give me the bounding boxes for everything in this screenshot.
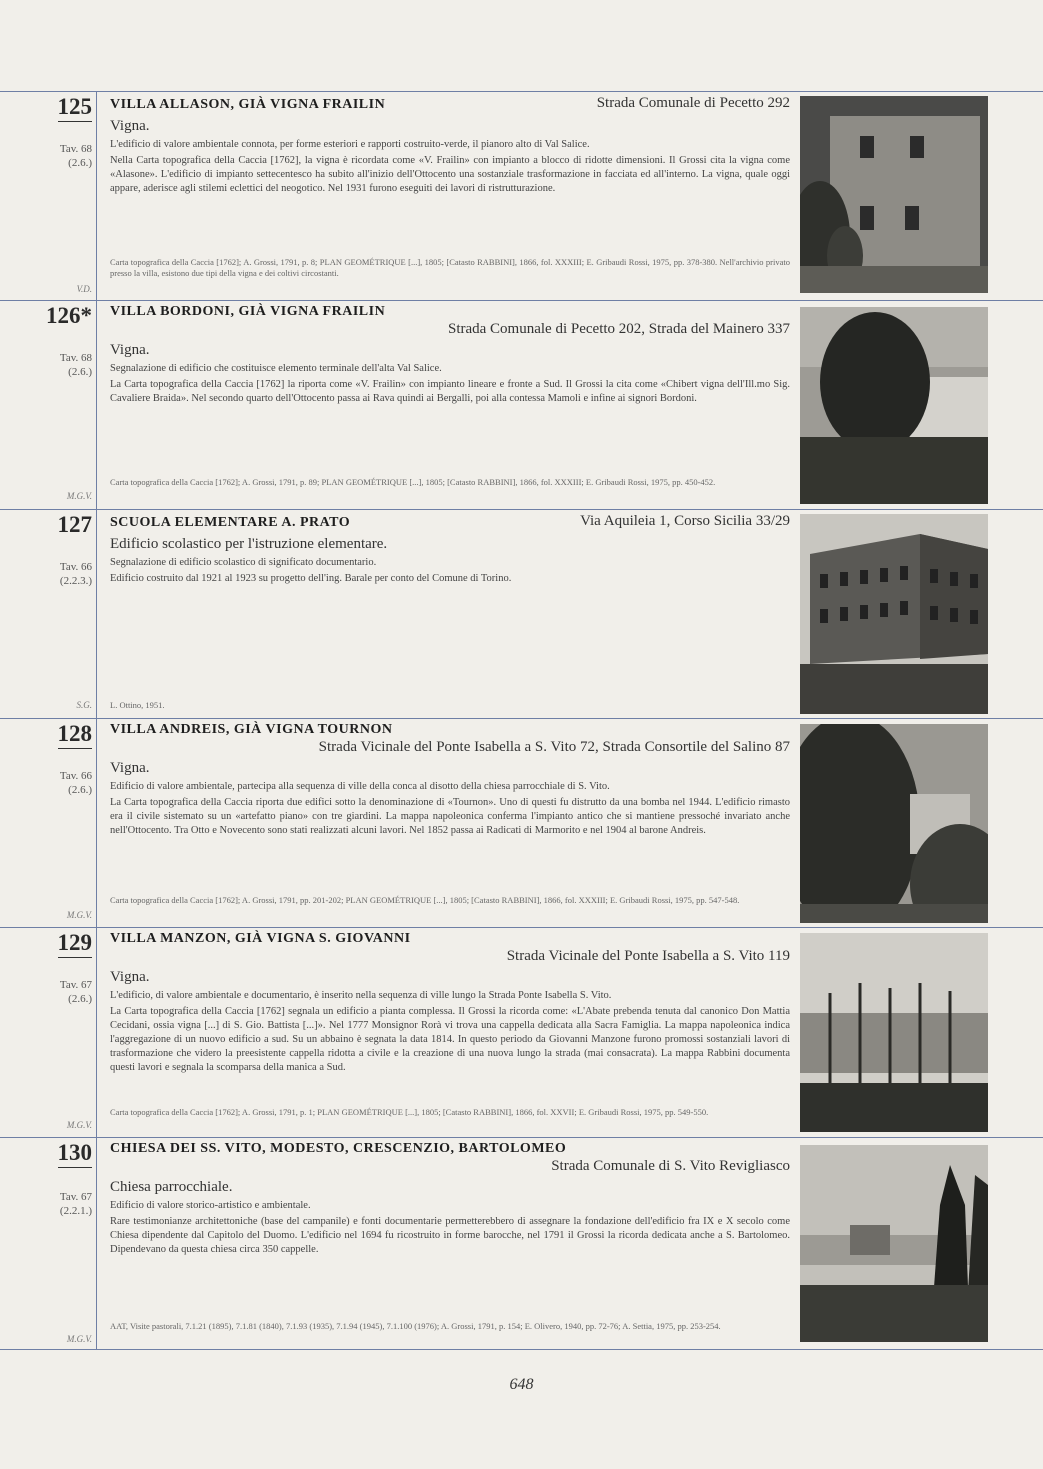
entry-references: L. Ottino, 1951. — [110, 700, 165, 710]
building-photo — [800, 1145, 988, 1342]
entry-number: 130 — [58, 1140, 93, 1168]
entry-content — [110, 304, 790, 406]
entry-address: Strada Comunale di Pecetto 202, Strada del Mainero 337 — [447, 321, 790, 337]
tav-ref — [20, 769, 92, 797]
tav-ref — [20, 560, 92, 588]
entry-address: Strada Comunale di Pecetto 292 — [596, 95, 790, 111]
tav-label: Tav. 66 — [59, 561, 92, 573]
entry-title: CHIESA DEI SS. VITO, MODESTO, CRESCENZIO, BARTOLOMEO — [110, 1141, 567, 1156]
entry-number: 128 — [58, 721, 93, 749]
entry-description-1: Edificio di valore ambientale, partecipa alla sequenza di ville della conca al disotto della chiesa parrocchiale di S. Vito. — [110, 781, 610, 792]
entry-126 — [0, 301, 1043, 510]
column-divider — [96, 928, 97, 1138]
entry-content — [110, 95, 790, 196]
entry-title: VILLA ANDREIS, GIÀ VIGNA TOURNON — [110, 722, 393, 737]
entry-title: VILLA MANZON, GIÀ VIGNA S. GIOVANNI — [110, 931, 411, 946]
entry-number-wrap — [40, 1140, 92, 1168]
entry-type: Vigna. — [110, 969, 150, 985]
entry-references: AAT, Visite pastorali, 7.1.21 (1895), 7.1.81 (1840), 7.1.93 (1935), 7.1.94 (1945), 7.1.100 (1976); A. Grossi, 1791, p. 154; E. Olivero, 1940, pp. 72-76; A. Settia, 1975, pp. 253-254. — [110, 1321, 721, 1331]
entry-type: Vigna. — [110, 342, 150, 358]
tav-label: Tav. 68 — [59, 143, 92, 155]
tav-label: Tav. 67 — [59, 1191, 92, 1203]
tav-label: Tav. 67 — [59, 979, 92, 991]
entry-description-1: L'edificio di valore ambientale connota, per forme esteriori e rapporti costruito-verde, il pianoro alto di Val Salice. — [110, 139, 590, 150]
tav-ref — [20, 351, 92, 379]
building-photo — [800, 307, 988, 504]
entry-type: Vigna. — [110, 118, 150, 134]
entry-references: Carta topografica della Caccia [1762]; A. Grossi, 1791, p. 8; PLAN GEOMÉTRIQUE [...], 1805; [Catasto RABBINI], 1866, fol. XXXIII; E. Gribaudi Rossi, 1975, pp. 378-380. Nell'archivio privato presso la villa, esistono due tipi della vigna e dei coltivi circostanti. — [110, 257, 790, 278]
entry-description-1: Segnalazione di edificio che costituisce elemento terminale dell'alta Val Salice. — [110, 363, 442, 374]
entry-description-2: La Carta topografica della Caccia riporta due edifici sotto la denominazione di «Tournon». Uno di questi fu distrutto da una bomba nel 1944. L'edificio rimasto era il civile sistemato su un «artefatto piano» con tre giardini. La mappa napoleonica conferma l'impianto antico che si mantiene pressoché invariato anche nell'Ottocento. Tra Otto e Novecento sono stati realizzati alcuni lavori. Nel 1852 passa ai Radicati di Marmorito e nel 1904 al barone Andreis. — [110, 797, 790, 836]
entry-description-1: L'edificio, di valore ambientale e documentario, è inserito nella sequenza di ville lungo la Strada Ponte Isabella S. Vito. — [110, 990, 612, 1001]
entry-address: Strada Vicinale del Ponte Isabella a S. Vito 119 — [506, 948, 790, 964]
entry-address: Via Aquileia 1, Corso Sicilia 33/29 — [580, 513, 790, 529]
tav-label: Tav. 66 — [59, 770, 92, 782]
author-initials: M.G.V. — [66, 1334, 92, 1344]
column-divider — [96, 719, 97, 928]
building-photo — [800, 933, 988, 1132]
entry-130 — [0, 1138, 1043, 1350]
classification-code: (2.6.) — [68, 366, 92, 378]
author-initials: M.G.V. — [66, 1120, 92, 1130]
classification-code: (2.6.) — [68, 993, 92, 1005]
entry-129 — [0, 928, 1043, 1138]
entry-description-2: Rare testimonianze architettoniche (base del campanile) e fonti documentarie permetterebbero di assegnare la fondazione dell'edificio fra IX e X secolo come Chiesa dipendente dal Capitolo del Duomo. L'edificio nel 1694 fu ricostruito in forme barocche, nel 1791 il Grossi la ricorda dedicata anche a S. Bartolomeo. Dipendevano da questa chiesa circa 350 cappelle. — [110, 1216, 790, 1255]
page-number: 648 — [509, 1376, 534, 1393]
entry-127 — [0, 510, 1043, 719]
entry-type: Edificio scolastico per l'istruzione elementare. — [110, 536, 388, 552]
entry-content — [110, 931, 790, 1075]
entry-number: 127 — [57, 512, 92, 537]
building-photo — [800, 724, 988, 923]
entry-description-2: La Carta topografica della Caccia [1762] segnala un edificio a pianta complessa. Il Grossi la ricorda come: «L'Abate prebenda tenuta dal canonico Don Mattia Cecidani, ossia vigna [...] di S. Gio. Battista [...]». Nel 1777 Monsignor Rorà vi trova una cappella dedicata alla Sacra Famiglia. La mappa napoleonica indica l'aggregazione di un nuovo edificio a sud. Su un abbaino è segnata la data 1814. In questo periodo da Giovanni Manzone furono promossi sostanziali lavori di trasformazione che videro la preesistente cappella ridotta a civile e la creazione di una nuova lungo la strada (mai consacrata). La mappa Rabbini documenta questi lavori e segnala la scomparsa della manica a Sud. — [110, 1006, 790, 1073]
entry-description-2: Edificio costruito dal 1921 al 1923 su progetto dell'ing. Barale per conto del Comune di Torino. — [110, 573, 512, 584]
entry-address: Strada Comunale di S. Vito Revigliasco — [551, 1158, 790, 1174]
building-photo — [800, 514, 988, 714]
tav-ref — [20, 1190, 92, 1218]
entry-title: SCUOLA ELEMENTARE A. PRATO — [110, 515, 351, 530]
entry-number: 126* — [46, 303, 92, 328]
tav-ref — [20, 978, 92, 1006]
entry-description-2: La Carta topografica della Caccia [1762] la riporta come «V. Frailin» con impianto lineare e fronte a Sud. Il Grossi la cita come «Chibert vigna dell'Ill.mo Sig. Cavaliere Braida». Nel secondo quarto dell'Ottocento passa ai Rava quindi ai Bergalli, poi alla contessa Mamoli e infine ai signori Bordoni. — [110, 379, 790, 404]
entry-description-2: Nella Carta topografica della Caccia [1762], la vigna è ricordata come «V. Frailin» con impianto a blocco di ridotte dimensioni. Il Grossi cita la vigna come «Alasone». L'edificio di impianto settecentesco ha subito all'inizio dell'Ottocento una sostanziale trasformazione in facciata ed all'interno. La vigna, quale oggi appare, aderisce agli stilemi eclettici del neogotico. Nel 1931 furono eseguiti dei lavori di ristrutturazione. — [110, 155, 790, 194]
entry-number-wrap — [40, 930, 92, 958]
entry-content — [110, 722, 790, 838]
entry-references: Carta topografica della Caccia [1762]; A. Grossi, 1791, p. 89; PLAN GEOMÉTRIQUE [...], 1805; [Catasto RABBINI], 1866, fol. XXXIII; E. Gribaudi Rossi, 1975, pp. 450-452. — [110, 477, 716, 487]
entry-type: Chiesa parrocchiale. — [110, 1179, 233, 1195]
entry-number-wrap — [40, 94, 92, 122]
entry-content — [110, 513, 790, 586]
column-divider — [96, 510, 97, 719]
entry-divider — [0, 1349, 1043, 1350]
column-divider — [96, 92, 97, 301]
column-divider — [96, 1138, 97, 1350]
entry-description-1: Edificio di valore storico-artistico e ambientale. — [110, 1200, 311, 1211]
classification-code: (2.2.3.) — [59, 575, 92, 587]
tav-label: Tav. 68 — [59, 352, 92, 364]
entry-type: Vigna. — [110, 760, 150, 776]
title-row — [110, 95, 790, 115]
classification-code: (2.2.1.) — [59, 1205, 92, 1217]
classification-code: (2.6.) — [68, 157, 92, 169]
entry-number: 129 — [58, 930, 93, 958]
column-divider — [96, 301, 97, 510]
author-initials: M.G.V. — [66, 491, 92, 501]
author-initials: M.G.V. — [66, 910, 92, 920]
building-photo — [800, 96, 988, 293]
entry-title: VILLA ALLASON, GIÀ VIGNA FRAILIN — [110, 97, 386, 112]
entry-references: Carta topografica della Caccia [1762]; A. Grossi, 1791, pp. 201-202; PLAN GEOMÉTRIQUE [...], 1805; [Catasto RABBINI], 1866, fol. XXXIII; E. Gribaudi Rossi, 1975, pp. 547-548. — [110, 895, 740, 905]
entry-number-wrap — [40, 721, 92, 749]
tav-ref — [20, 142, 92, 170]
entry-number: 125 — [58, 94, 93, 122]
entry-description-1: Segnalazione di edificio scolastico di significato documentario. — [110, 557, 377, 568]
entry-number-wrap — [30, 303, 92, 330]
author-initials: S.G. — [76, 700, 92, 710]
entry-title: VILLA BORDONI, GIÀ VIGNA FRAILIN — [110, 304, 386, 319]
entry-content — [110, 1141, 790, 1257]
author-initials: V.D. — [76, 284, 92, 294]
entry-number-wrap — [40, 512, 92, 539]
classification-code: (2.6.) — [68, 784, 92, 796]
entry-references: Carta topografica della Caccia [1762]; A. Grossi, 1791, p. 1; PLAN GEOMÉTRIQUE [...], 1805; [Catasto RABBINI], 1866, fol. XXVII; E. Gribaudi Rossi, 1975, pp. 549-550. — [110, 1107, 709, 1117]
title-row — [110, 513, 790, 533]
entry-128 — [0, 719, 1043, 928]
entry-125 — [0, 92, 1043, 301]
entry-address: Strada Vicinale del Ponte Isabella a S. Vito 72, Strada Consortile del Salino 87 — [318, 739, 790, 755]
